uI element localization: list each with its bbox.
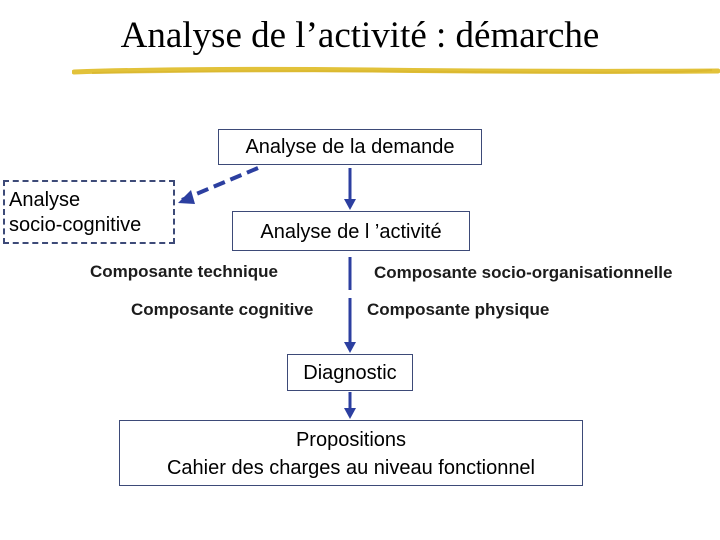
composante-physique: Composante physique (367, 300, 550, 319)
arrow-demande-to-socio (182, 168, 258, 200)
box-analyse-socio-cognitive (3, 180, 175, 244)
socio-line-1: Analyse (9, 189, 81, 211)
arrowhead-diagnostic (344, 342, 356, 353)
propositions-line-1: Propositions (295, 429, 407, 451)
composante-technique: Composante technique (90, 262, 278, 281)
box-analyse-activite: Analyse de l ’activité (232, 211, 470, 251)
composante-cognitive: Composante cognitive (131, 300, 314, 319)
composante-socio-organisationnelle: Composante socio-organisationnelle (374, 263, 673, 282)
box-diagnostic: Diagnostic (287, 354, 413, 391)
box-analyse-demande: Analyse de la demande (218, 129, 482, 165)
slide-title: Analyse de l’activité : démarche (120, 15, 600, 56)
arrowhead-socio (178, 190, 195, 204)
box-propositions (119, 420, 583, 486)
arrowhead-propositions (344, 408, 356, 419)
arrowhead-activite (344, 199, 356, 210)
propositions-line-2: Cahier des charges au niveau fonctionnel (166, 457, 536, 479)
socio-line-2: socio-cognitive (9, 214, 142, 236)
